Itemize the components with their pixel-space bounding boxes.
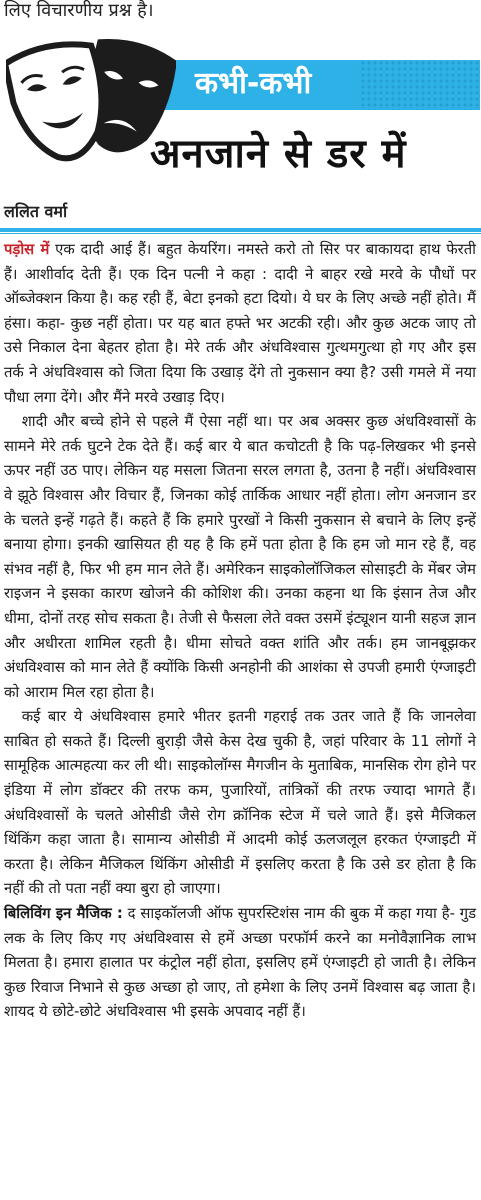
previous-article-tail: लिए विचारणीय प्रश्न है।	[4, 0, 154, 21]
article-header	[0, 28, 481, 193]
article-body	[4, 238, 476, 1025]
paragraph-1	[4, 238, 476, 410]
author-byline: ललित वर्मा	[4, 202, 68, 221]
header-divider	[0, 228, 481, 232]
paragraph-3: कई बार ये अंधविश्वास हमारे भीतर इतनी गहराई तक उतर जाते हैं कि जानलेवा साबित हो सकते हैं। दिल्ली बुराड़ी जैसे केस देख चुकी है, जहां परिवार के 11 लोगों ने सामूहिक आत्महत्या कर ली थी। साइकोलॉग्स मैगजीन के मुताबिक, मानसिक रोग होने पर इंडिया में लोग डॉक्टर की तरफ कम, पुजारियों, तांत्रिकों की तरफ ज्यादा भागते हैं। अंधविश्वासों के चलते ओसीडी जैसे रोग क्रॉनिक स्टेज में चले जाते हैं। इसे मैजिकल थिंकिंग कहा जाता है। सामान्य ओसीडी में आदमी कोई ऊलजलूल हरकत एंग्जाइटी में करता है। लेकिन मैजिकल थिंकिंग ओसीडी में इसलिए करता है कि उसे डर होता है कि नहीं की तो पता नहीं क्या बुरा हो जाएगा।	[4, 708, 476, 898]
banner-dot-pattern	[360, 60, 480, 110]
article-headline: अनजाने से डर में	[150, 130, 407, 177]
paragraph-2: शादी और बच्चे होने से पहले मैं ऐसा नहीं था। पर अब अक्सर कुछ अंधविश्वासों के सामने मेरे तर्क घुटने टेक देते हैं। कई बार ये बात कचोटती है कि पढ़-लिखकर भी इनसे ऊपर नहीं उठ पाए। लेकिन यह मसला जितना सरल लगता है, उतना है नहीं। अंधविश्वास वे झूठे विश्वास और विचार हैं, जिनका कोई तार्किक आधार नहीं होता। लोग अनजान डर के चलते इन्हें गढ़ते हैं। कहते हैं कि हमारे पुरखों ने किसी नुकसान से बचाने के लिए इन्हें बनाया होगा। इनकी खासियत ही यह है कि हमें पता होता है कि हम जो मान रहे हैं, वह संभव नहीं है, फिर भी हम मान लेते हैं। अमेरिकन साइकोलॉजिकल सोसाइटी के मेंबर जेम राइजन ने इसका कारण खोजने की कोशिश की। उनका कहना था कि इंसान तेज और धीमा, दोनों तरह सोच सकता है। तेजी से फैसला लेते वक्त उसमें इंट्यूशन यानी सहज ज्ञान और अधीरता शामिल रहती है। धीमा सोचते वक्त शांति और तर्क। हम जानबूझकर अंधविश्वास को मान लेते हैं क्योंकि किसी अनहोनी की आशंका से उपजी हमारी एंग्जाइटी को आराम मिल रहा होता है।	[4, 413, 476, 701]
paragraph-1-text: एक दादी आई हैं। बहुत केयरिंग। नमस्ते करो तो सिर पर बाकायदा हाथ फेरती हैं। आशीर्वाद देती हैं। एक दिन पत्नी ने कहा : दादी ने बाहर रखे मरवे के पौधों पर ऑब्जेक्शन किया है। कह रही हैं, बेटा इनको हटा दियो। ये घर के लिए अच्छे नहीं होते। मैं हंसा। कहा- कुछ नहीं होता। पर यह बात हफ्ते भर अटकी रही। और कुछ अटक जाए तो उसे निकाल देना बेहतर होता है। मेरे तर्क और अंधविश्वास गुत्थमगुत्था हो गए और इस तर्क ने अंधविश्वास को जिता दिया कि उखाड़ देंगे तो नुकसान क्या है? उसी गमले में नया पौधा लगा देंगे। और मैंने मरवे उखाड़ दिए।	[4, 241, 476, 406]
paragraph-4-text: द साइकॉलजी ऑफ सुपरस्टिशंस नाम की बुक में कहा गया है- गुड लक के लिए किए गए अंधविश्वास से हमें अच्छा परफॉर्म करने का मनोवैज्ञानिक लाभ मिलता है। हमारा हालात पर कंट्रोल नहीं होता, इसलिए हमें एंग्जाइटी हो जाती है। लेकिन कुछ रिवाज निभाने से कुछ अच्छा हो जाए, तो हमेशा के लिए उनमें विश्वास बढ़ जाता है। शायद ये छोटे-छोटे अंधविश्वास भी इसके अपवाद नहीं हैं।	[4, 905, 476, 1021]
lead-in: पड़ोस में	[4, 241, 50, 258]
subheading: बिलिविंग इन मैजिक :	[4, 905, 123, 923]
paragraph-4	[4, 902, 476, 1025]
column-kicker: कभी-कभी	[195, 66, 312, 101]
header-divider-thin	[0, 233, 481, 234]
